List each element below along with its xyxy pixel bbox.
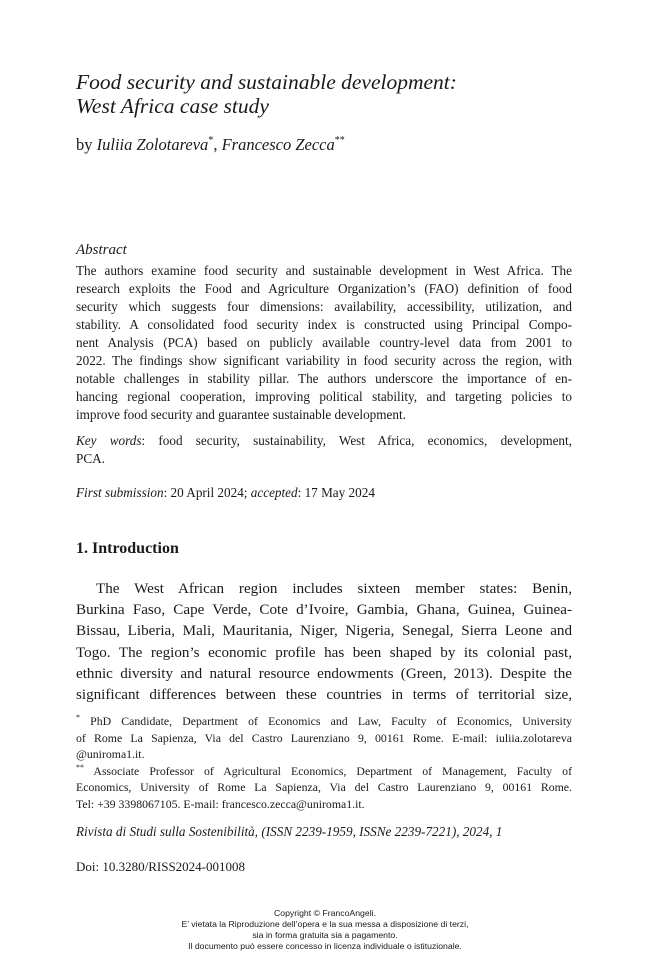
- accepted-label: accepted: [250, 485, 298, 500]
- introduction-line: Burkina Faso, Cape Verde, Cote d’Ivoire, Gambia, Ghana, Guinea, Guinea-: [76, 602, 572, 619]
- copyright-line: sia in forma gratuita sia a pagamento.: [252, 930, 398, 940]
- keywords-text: : food security, sustainability, West Africa, economics, development,: [141, 433, 572, 448]
- introduction-line: Togo. The region’s economic profile has been shaped by its colonial past,: [76, 644, 572, 661]
- author-name-1: Iuliia Zolotareva: [96, 135, 209, 154]
- copyright-line: Il documento può essere concesso in licenza individuale o istituzionale.: [188, 941, 462, 951]
- author-separator: ,: [213, 135, 222, 154]
- footnote-2-text: Associate Professor of Agricultural Economics, Department of Management, Faculty of: [84, 763, 572, 778]
- author-footnote-mark-2: **: [334, 135, 345, 146]
- abstract-line: 2022. The findings show significant variability in food security across the region, with: [76, 353, 572, 368]
- author-byline: [76, 135, 345, 155]
- abstract-line: The authors examine food security and sustainable development in West Africa. The: [76, 263, 572, 278]
- copyright-line: E’ vietata la Riproduzione dell’opera e la sua messa a disposizione di terzi,: [181, 919, 469, 929]
- author-name-2: Francesco Zecca: [221, 135, 335, 154]
- abstract-heading: Abstract: [76, 242, 127, 258]
- byline-prefix: by: [76, 135, 97, 154]
- footnote-1-mark: *: [76, 713, 80, 722]
- footnote-1-line: [76, 713, 572, 730]
- introduction-body: [76, 579, 572, 706]
- title-line-2: West Africa case study: [76, 94, 269, 118]
- footnote-2-mark: **: [76, 762, 84, 772]
- submission-dates: [76, 484, 375, 502]
- first-submission-label: First submission: [76, 485, 164, 500]
- title-line-1: Food security and sustainable development:: [76, 70, 457, 94]
- keywords-line-2: PCA.: [76, 451, 105, 466]
- abstract-line: nent Analysis (PCA) based on publicly available country-level data from 2001 to: [76, 335, 572, 350]
- introduction-line: The West African region includes sixteen member states: Benin,: [96, 581, 572, 597]
- abstract-line: research exploits the Food and Agriculture Organization’s (FAO) definition of food: [76, 281, 572, 296]
- abstract-body: [76, 262, 572, 424]
- journal-citation: Rivista di Studi sulla Sostenibilità, (ISSN 2239-1959, ISSNe 2239-7221), 2024, 1: [76, 824, 503, 839]
- keywords-line-1: [76, 432, 572, 450]
- abstract-line: stability. A consolidated food security index is constructed using Principal Compo-: [76, 317, 572, 332]
- abstract-line: hancing regional cooperation, improving political stability, and targeting policies to: [76, 389, 572, 404]
- paper-title: [76, 70, 576, 118]
- copyright-line: Copyright © FrancoAngeli.: [273, 908, 376, 918]
- footnotes: [76, 713, 572, 812]
- introduction-line: ethnic diversity and natural resource endowments (Green, 2013). Despite the: [76, 665, 572, 682]
- introduction-line: Bissau, Liberia, Mali, Mauritania, Niger, Nigeria, Senegal, Sierra Leone and: [76, 623, 572, 640]
- abstract-line: notable challenges in stability pillar. The authors underscore the importance of en-: [76, 371, 572, 386]
- abstract-line: improve food security and guarantee sustainable development.: [76, 407, 406, 422]
- keywords-block: [76, 432, 572, 468]
- first-submission-date: : 20 April 2024;: [163, 485, 251, 500]
- footnote-2-line: Economics, University of Rome La Sapienza, Via del Castro Laurenziano 9, 00161 Rome.: [76, 780, 572, 794]
- footnote-1-text: PhD Candidate, Department of Economics and Law, Faculty of Economics, University: [80, 714, 572, 728]
- section-heading-introduction: 1. Introduction: [76, 540, 179, 557]
- footnote-1-line: of Rome La Sapienza, Via del Castro Laurenziano 9, 00161 Rome. E-mail: iuliia.zolotareva: [76, 730, 572, 745]
- copyright-notice: [110, 908, 540, 952]
- keywords-label: Key words: [76, 433, 142, 448]
- footnote-2-line: Tel: +39 3398067105. E-mail: francesco.zecca@uniroma1.it.: [76, 796, 365, 811]
- accepted-date: : 17 May 2024: [297, 485, 375, 500]
- footnote-1-line: @uniroma1.it.: [76, 747, 145, 761]
- abstract-line: security which suggests four dimensions: availability, accessibility, utilization, and: [76, 299, 572, 314]
- doi: Doi: 10.3280/RISS2024-001008: [76, 859, 246, 874]
- author-footnote-mark-1: *: [208, 135, 214, 146]
- introduction-line: significant differences between these countries in terms of territorial size,: [76, 687, 572, 704]
- footnote-2-line: [76, 763, 572, 780]
